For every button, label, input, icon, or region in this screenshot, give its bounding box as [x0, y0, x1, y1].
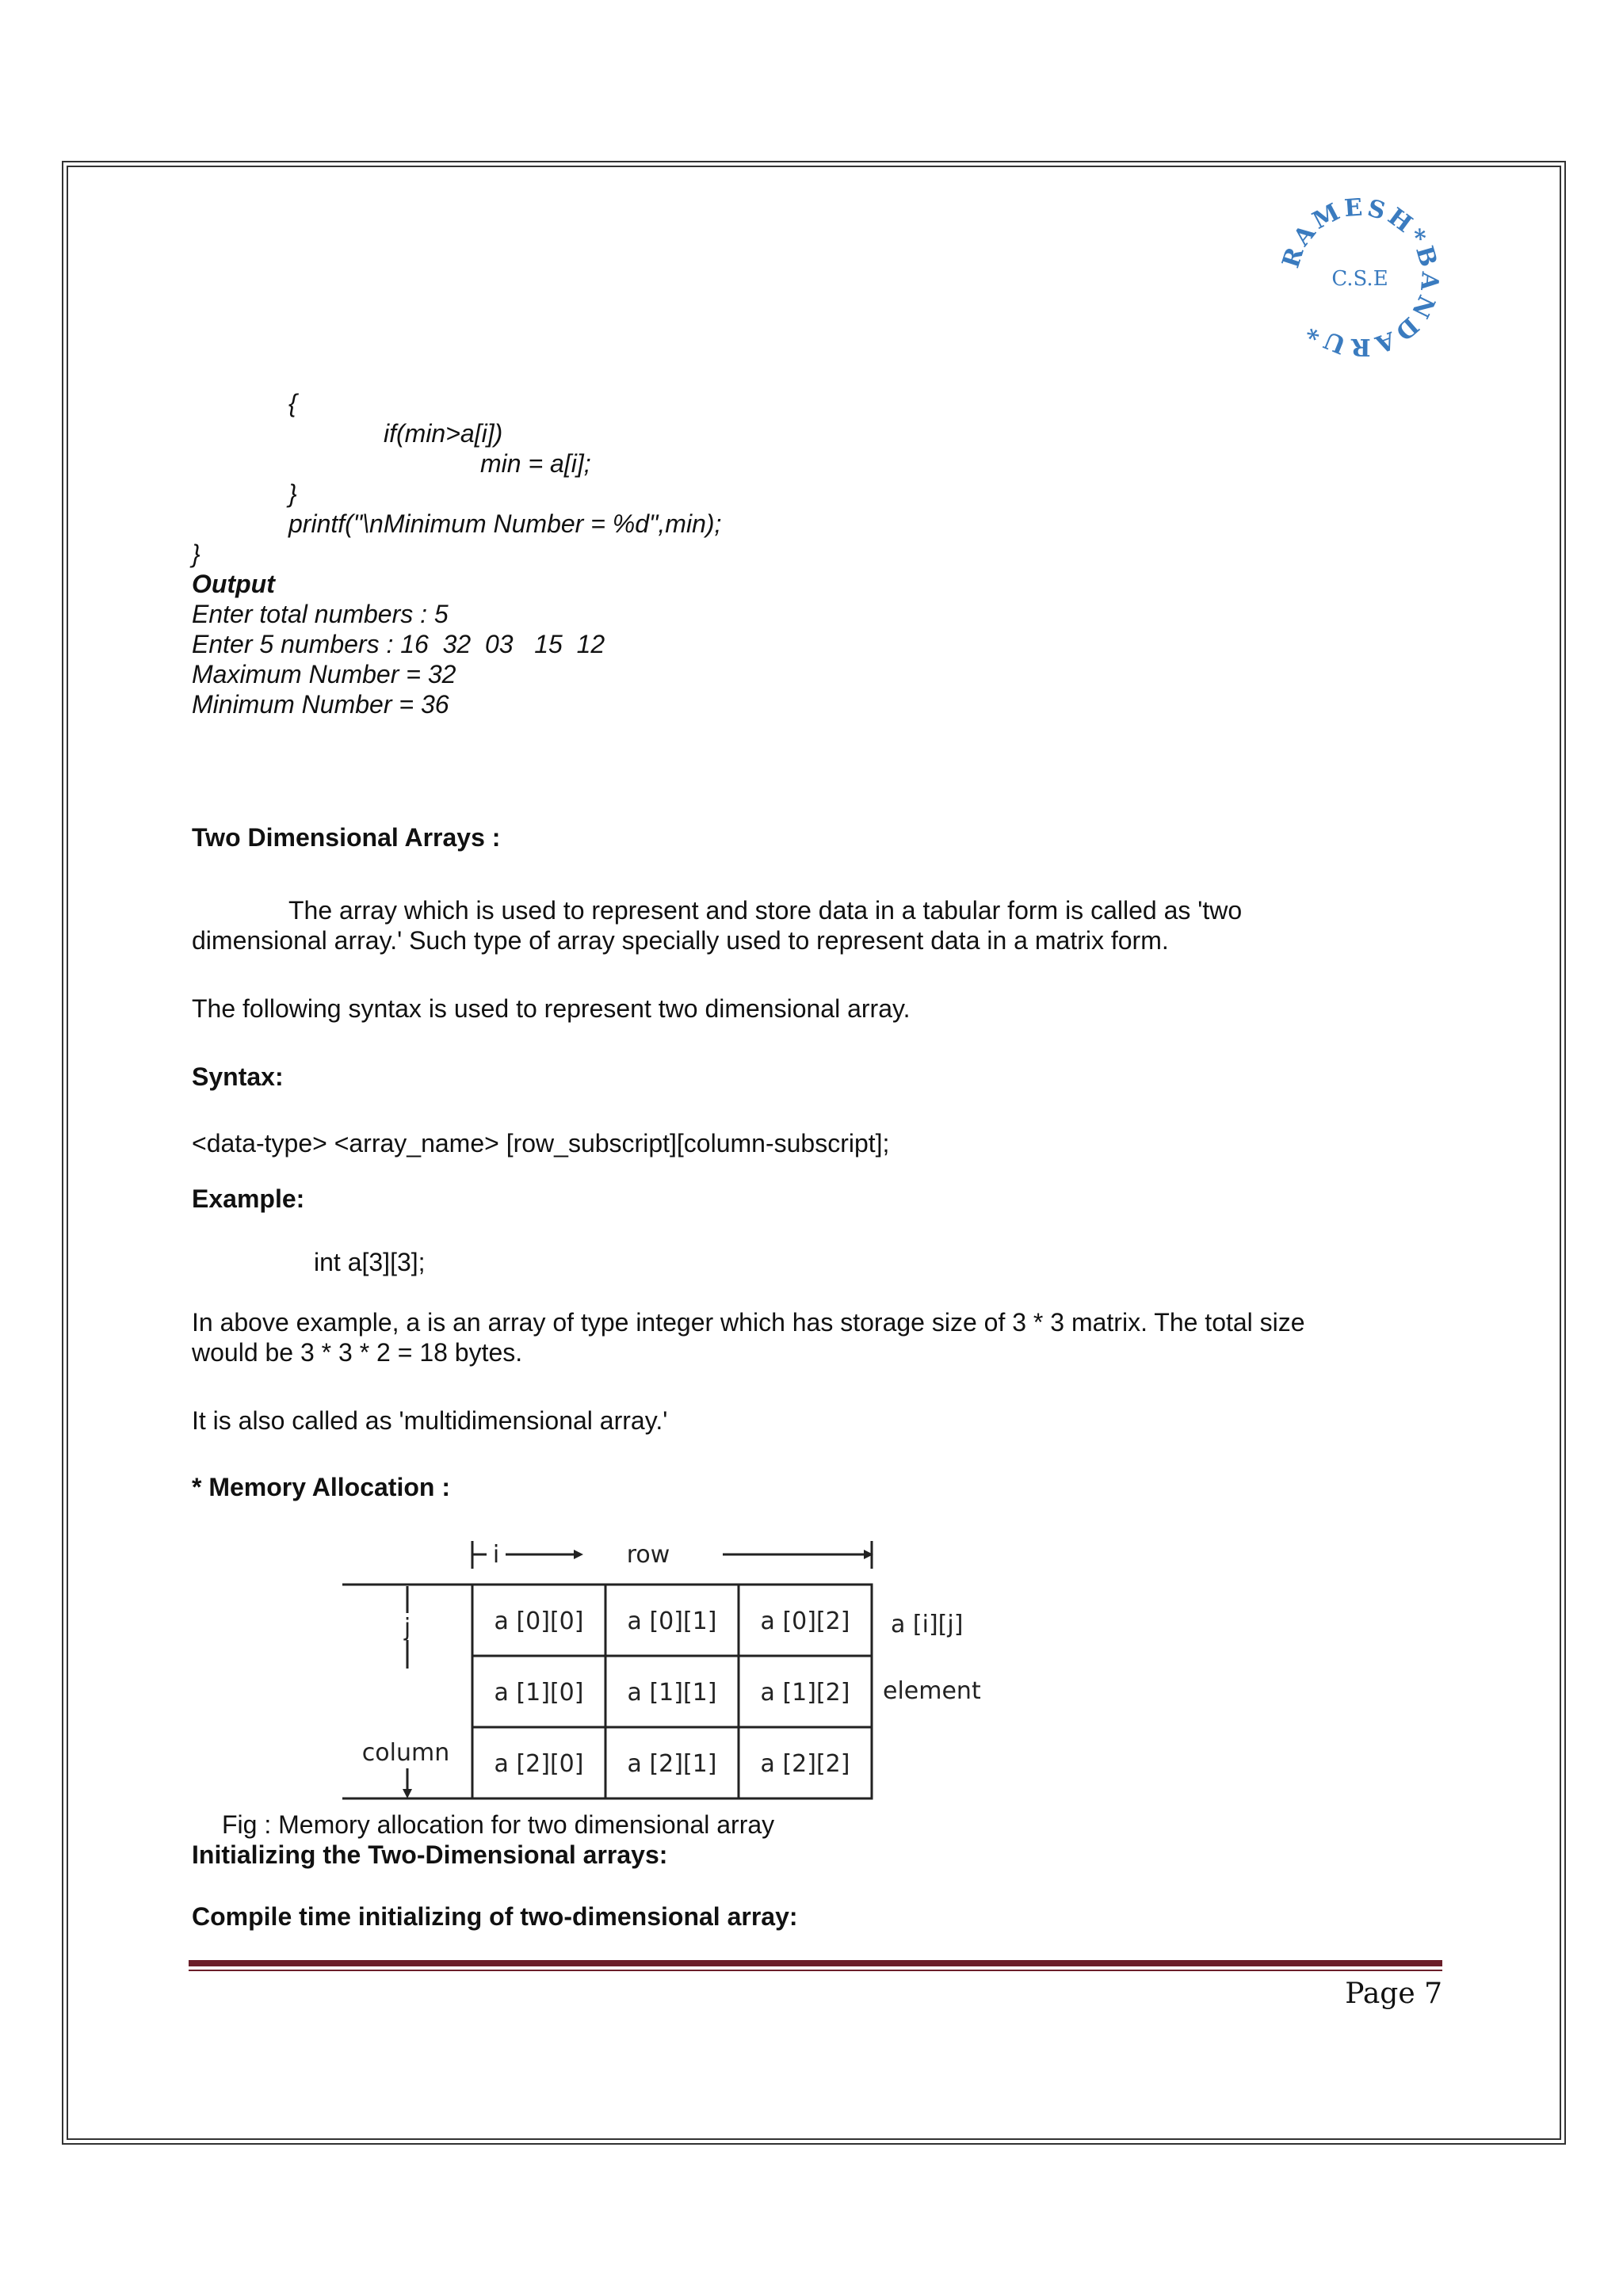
code-line: }	[288, 479, 297, 508]
footer-rule-thin	[189, 1970, 1442, 1971]
memory-allocation-diagram	[339, 1537, 1037, 1806]
paragraph: would be 3 * 3 * 2 = 18 bytes.	[192, 1338, 523, 1367]
output-line: Maximum Number = 32	[192, 660, 456, 688]
array-cell: a [2][2]	[760, 1750, 850, 1778]
column-index-label: j	[403, 1614, 411, 1642]
output-line: Enter total numbers : 5	[192, 600, 449, 628]
paragraph: It is also called as 'multidimensional array.'	[192, 1406, 668, 1435]
compile-time-heading: Compile time initializing of two-dimensional array:	[192, 1902, 798, 1931]
output-line: Enter 5 numbers : 16 32 03 15 12	[192, 630, 605, 658]
ramesh-bandaru-seal	[1273, 198, 1447, 357]
syntax-heading: Syntax:	[192, 1062, 284, 1091]
memory-allocation-heading: * Memory Allocation :	[192, 1473, 450, 1501]
row-index-label: i	[492, 1541, 500, 1569]
paragraph: The following syntax is used to represent two dimensional array.	[192, 994, 911, 1023]
seal-ring-text: RAMESH*BANDARU*	[1277, 198, 1444, 357]
code-line: printf("\nMinimum Number = %d",min);	[288, 509, 722, 538]
array-cell: a [0][2]	[760, 1608, 850, 1635]
paragraph: dimensional array.' Such type of array specially used to represent data in a matrix form.	[192, 926, 1169, 955]
code-line: min = a[i];	[480, 449, 591, 478]
code-line: }	[192, 540, 200, 568]
array-cell: a [0][1]	[627, 1608, 717, 1635]
column-label: column	[361, 1739, 450, 1767]
output-line: Minimum Number = 36	[192, 690, 449, 719]
seal-center-text: C.S.E	[1331, 267, 1388, 291]
array-cell: a [2][0]	[494, 1750, 584, 1778]
paragraph: The array which is used to represent and store data in a tabular form is called as 'two	[288, 896, 1243, 925]
example-heading: Example:	[192, 1184, 305, 1213]
array-cell: a [2][1]	[627, 1750, 717, 1778]
figure-caption: Fig : Memory allocation for two dimensional array	[222, 1810, 775, 1839]
syntax-text: <data-type> <array_name> [row_subscript][column-subscript];	[192, 1129, 890, 1158]
element-label: element	[883, 1677, 981, 1705]
code-line: {	[288, 389, 297, 418]
element-notation: a [i][j]	[891, 1611, 964, 1638]
page-number: Page 7	[1345, 1978, 1442, 2010]
paragraph: In above example, a is an array of type integer which has storage size of 3 * 3 matrix. The total size	[192, 1308, 1305, 1337]
array-cell: a [1][1]	[627, 1679, 717, 1707]
example-code: int a[3][3];	[314, 1248, 426, 1276]
row-label: row	[626, 1541, 670, 1569]
array-cell: a [0][0]	[494, 1608, 584, 1635]
section-title: Two Dimensional Arrays :	[192, 823, 501, 852]
array-cell: a [1][0]	[494, 1679, 584, 1707]
footer-rule	[189, 1960, 1442, 1966]
array-cell: a [1][2]	[760, 1679, 850, 1707]
init-heading: Initializing the Two-Dimensional arrays:	[192, 1840, 668, 1869]
code-line: if(min>a[i])	[384, 419, 503, 448]
output-heading: Output	[192, 570, 275, 598]
